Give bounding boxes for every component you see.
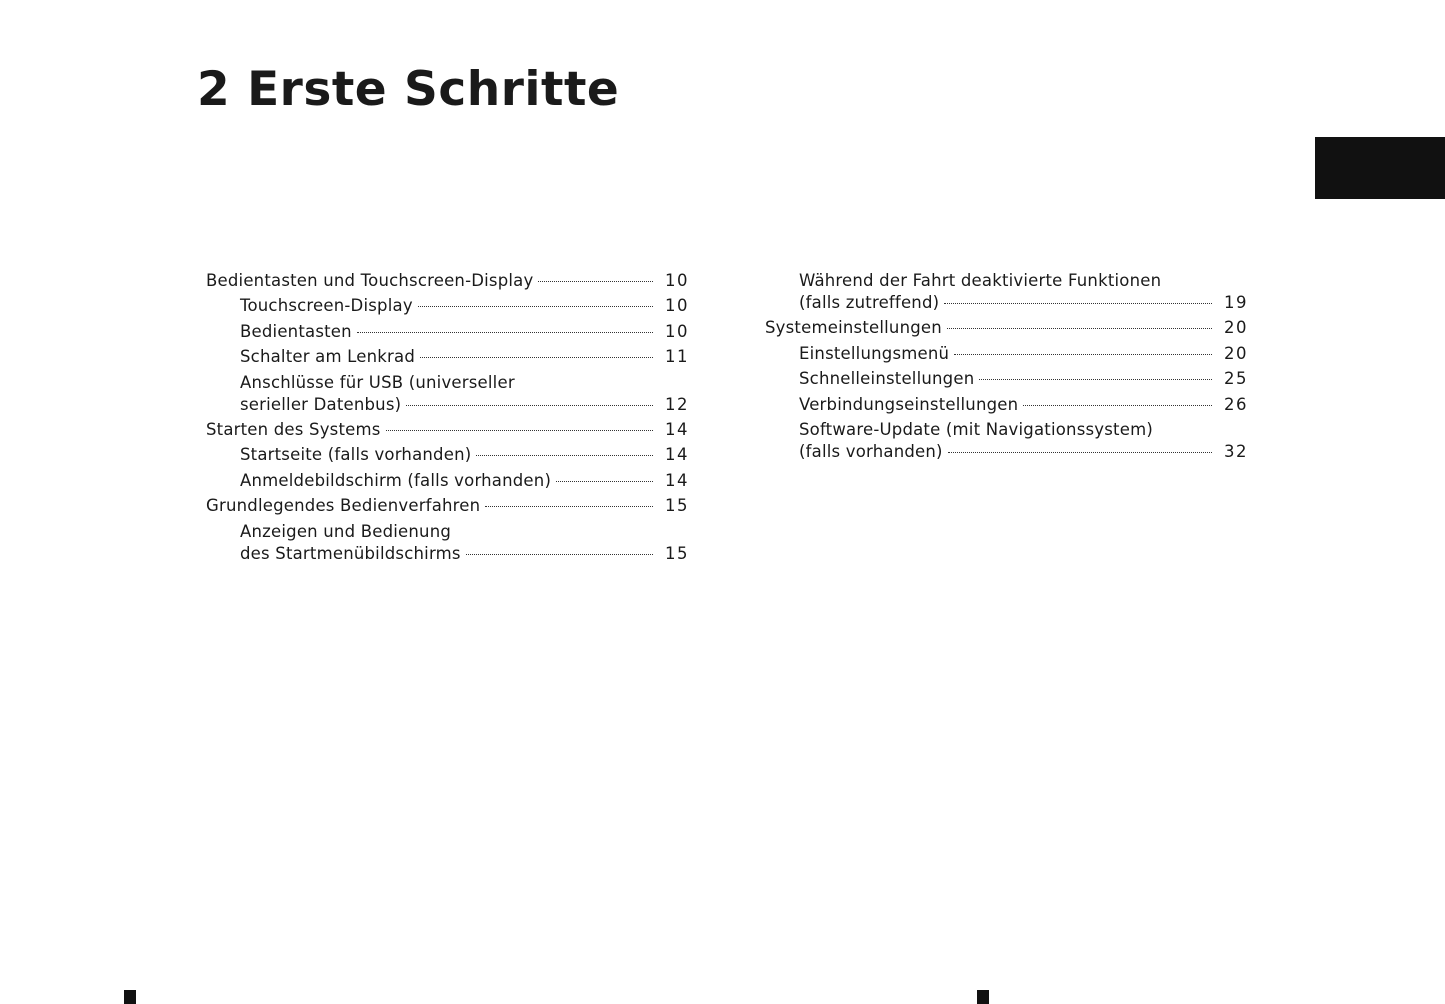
toc-subsection-entry[interactable]	[765, 270, 1250, 314]
toc-section-entry[interactable]	[206, 270, 691, 292]
toc-column-right	[765, 270, 1250, 466]
toc-dot-leader	[386, 430, 653, 431]
toc-entry-title: (falls vorhanden)	[799, 441, 943, 461]
toc-column-left	[206, 270, 691, 568]
toc-page-number: 15	[665, 496, 689, 516]
toc-dot-leader	[420, 357, 653, 358]
toc-page-number: 10	[665, 271, 689, 290]
toc-page-number: 14	[665, 419, 689, 439]
toc-dot-leader	[538, 281, 653, 282]
crop-mark-left	[124, 990, 136, 1004]
toc-dot-leader	[556, 481, 653, 482]
toc-subsection-entry[interactable]	[206, 521, 691, 565]
toc-dot-leader	[948, 452, 1212, 453]
toc-entry-title: Anzeigen und Bedienung	[240, 521, 452, 541]
toc-page-number: 12	[665, 394, 689, 414]
toc-entry-title: (falls zutreffend)	[799, 293, 940, 312]
toc-dot-leader	[947, 328, 1212, 329]
toc-entry-title: Starten des Systems	[206, 419, 381, 439]
crop-mark-right	[977, 990, 989, 1004]
toc-dot-leader	[476, 455, 653, 456]
toc-subsection-entry[interactable]	[765, 368, 1250, 390]
toc-entry-title: des Startmenübildschirms	[240, 543, 461, 563]
toc-section-entry[interactable]	[765, 317, 1250, 339]
toc-dot-leader	[406, 405, 653, 406]
toc-dot-leader	[418, 306, 653, 307]
toc-page-number: 10	[665, 321, 689, 341]
toc-page-number: 15	[665, 543, 689, 563]
toc-subsection-entry[interactable]	[765, 394, 1250, 416]
toc-subsection-entry[interactable]	[206, 470, 691, 492]
toc-page-number: 20	[1224, 318, 1248, 338]
toc-dot-leader	[466, 554, 653, 555]
toc-entry-title: Systemeinstellungen	[765, 318, 942, 338]
toc-page-number: 19	[1224, 293, 1248, 312]
chapter-title: 2 Erste Schritte	[197, 62, 620, 117]
toc-entry-title: Grundlegendes Bedienverfahren	[206, 496, 481, 516]
toc-entry-title: Schnelleinstellungen	[799, 369, 975, 389]
toc-dot-leader	[1023, 405, 1212, 406]
toc-page-number: 14	[665, 445, 689, 465]
toc-page-number: 32	[1224, 441, 1248, 461]
toc-page-number: 10	[665, 296, 689, 316]
toc-section-entry[interactable]	[206, 419, 691, 441]
toc-entry-title: Verbindungseinstellungen	[799, 394, 1019, 414]
toc-entry-title: Startseite (falls vorhanden)	[240, 445, 472, 465]
toc-subsection-entry[interactable]	[206, 295, 691, 317]
toc-page-number: 14	[665, 470, 689, 490]
toc-subsection-entry[interactable]	[206, 372, 691, 416]
toc-page-number: 25	[1224, 369, 1248, 389]
toc-entry-title: Schalter am Lenkrad	[240, 347, 416, 367]
toc-entry-title: Einstellungsmenü	[799, 343, 950, 363]
toc-subsection-entry[interactable]	[206, 346, 691, 368]
toc-subsection-entry[interactable]	[206, 444, 691, 466]
toc-dot-leader	[954, 354, 1212, 355]
toc-page-number: 26	[1224, 394, 1248, 414]
toc-dot-leader	[485, 506, 653, 507]
toc-entry-title: serieller Datenbus)	[240, 394, 402, 414]
toc-entry-title: Während der Fahrt deaktivierte Funktionen	[799, 271, 1162, 290]
toc-dot-leader	[944, 303, 1212, 304]
toc-entry-title: Anschlüsse für USB (universeller	[240, 372, 515, 392]
toc-page-number: 20	[1224, 343, 1248, 363]
toc-dot-leader	[357, 332, 653, 333]
toc-entry-title: Anmeldebildschirm (falls vorhanden)	[240, 470, 552, 490]
chapter-thumb-tab	[1315, 137, 1445, 199]
toc-subsection-entry[interactable]	[206, 321, 691, 343]
toc-subsection-entry[interactable]	[765, 419, 1250, 463]
toc-entry-title: Bedientasten und Touchscreen-Display	[206, 271, 534, 290]
toc-page-number: 11	[665, 347, 689, 367]
toc-entry-title: Bedientasten	[240, 321, 352, 341]
toc-section-entry[interactable]	[206, 495, 691, 517]
toc-subsection-entry[interactable]	[765, 343, 1250, 365]
toc-dot-leader	[979, 379, 1212, 380]
toc-entry-title: Software-Update (mit Navigationssystem)	[799, 419, 1153, 439]
toc-entry-title: Touchscreen-Display	[240, 296, 413, 316]
